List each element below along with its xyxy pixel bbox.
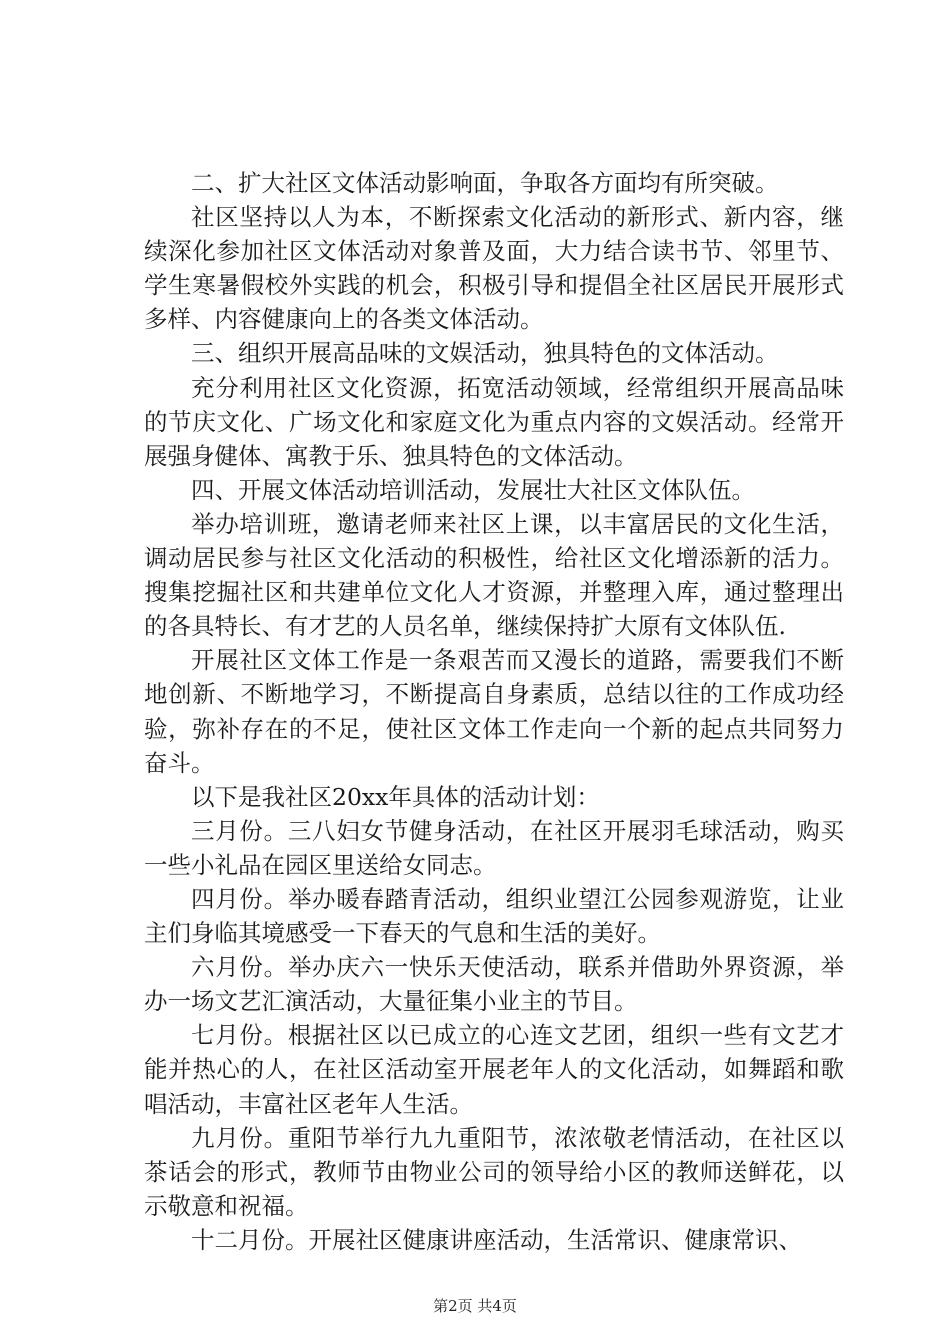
- body-paragraph: 开展社区文体工作是一条艰苦而又漫长的道路，需要我们不断地创新、不断地学习，不断提高自身素质，总结以往的工作成功经验，弥补存在的不足，使社区文体工作走向一个新的起点共同努力奋斗。: [144, 646, 844, 777]
- section-heading-2: 二、扩大社区文体活动影响面，争取各方面均有所突破。: [191, 169, 779, 197]
- plan-item-march: 三月份。三八妇女节健身活动，在社区开展羽毛球活动，购买一些小礼品在园区里送给女同志。: [144, 816, 844, 879]
- plan-item-september: 九月份。重阳节举行九九重阳节，浓浓敬老情活动，在社区以茶话会的形式，教师节由物业公司的领导给小区的教师送鲜花，以示敬意和祝福。: [144, 1123, 844, 1220]
- plan-intro: 以下是我社区20xx年具体的活动计划：: [191, 782, 600, 811]
- page-number-footer: 第2页 共4页: [433, 1297, 517, 1315]
- document-body: [144, 166, 844, 1257]
- plan-item-april: 四月份。举办暖春踏青活动，组织业望江公园参观游览，让业主们身临其境感受一下春天的气息和生活的美好。: [144, 884, 844, 948]
- body-paragraph: 充分利用社区文化资源，拓宽活动领域，经常组织开展高品味的节庆文化、广场文化和家庭文化为重点内容的文娱活动。经常开展强身健体、寓教于乐、独具特色的文体活动。: [144, 373, 844, 470]
- body-paragraph: 社区坚持以人为本，不断探索文化活动的新形式、新内容，继续深化参加社区文体活动对象普及面，大力结合读书节、邻里节、学生寒暑假校外实践的机会，积极引导和提倡全社区居民开展形式多样、内容健康向上的各类文体活动。: [144, 203, 844, 334]
- body-paragraph: 举办培训班，邀请老师来社区上课，以丰富居民的文化生活，调动居民参与社区文化活动的积极性，给社区文化增添新的活力。搜集挖掘社区和共建单位文化人才资源，并整理入库，通过整理出的各具特长、有才艺的人员名单，继续保持扩大原有文体队伍.: [144, 509, 844, 641]
- plan-item-december: 十二月份。开展社区健康讲座活动，生活常识、健康常识、: [191, 1225, 802, 1254]
- plan-item-july: 七月份。根据社区以已成立的心连文艺团，组织一些有文艺才能并热心的人，在社区活动室开展老年人的文化活动，如舞蹈和歌唱活动，丰富社区老年人生活。: [144, 1021, 844, 1118]
- section-heading-3: 三、组织开展高品味的文娱活动，独具特色的文体活动。: [191, 339, 779, 368]
- section-heading-4: 四、开展文体活动培训活动，发展壮大社区文体队伍。: [191, 475, 755, 504]
- plan-item-june: 六月份。举办庆六一快乐天使活动，联系并借助外界资源，举办一场文艺汇演活动，大量征集小业主的节目。: [144, 953, 844, 1016]
